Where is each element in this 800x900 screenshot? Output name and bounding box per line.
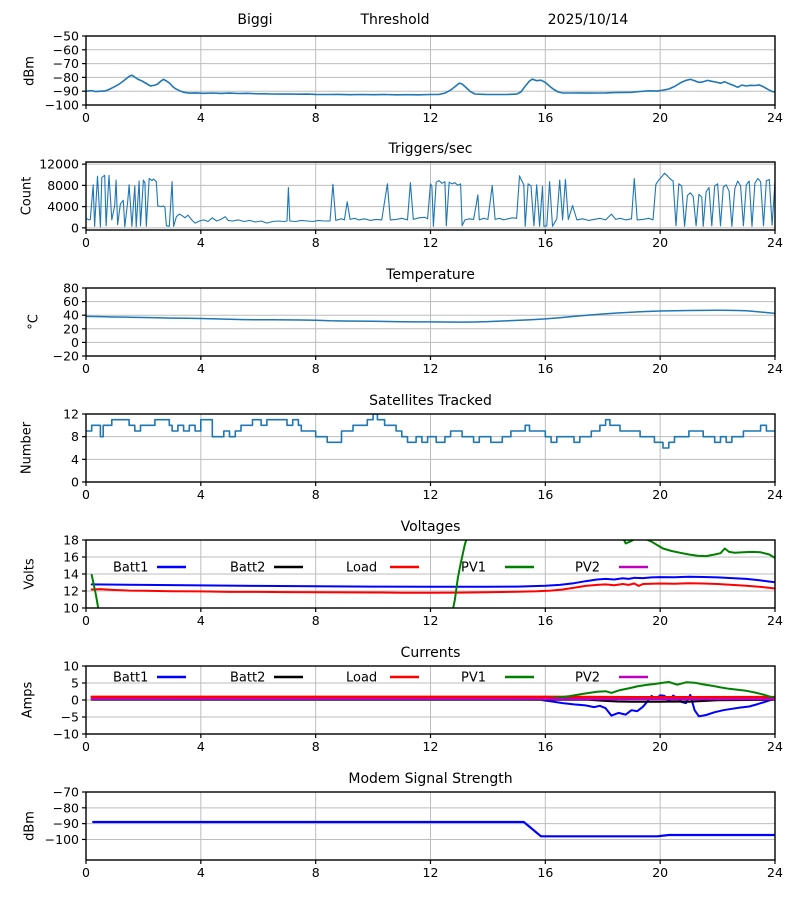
x-tick-label: 8 bbox=[311, 235, 320, 250]
panel-5 bbox=[53, 659, 783, 755]
series-line-modem-rssi bbox=[93, 822, 775, 836]
x-tick-label: 16 bbox=[537, 361, 554, 376]
x-tick-label: 0 bbox=[82, 865, 90, 880]
x-tick-label: 0 bbox=[82, 487, 90, 502]
y-tick-label: 8 bbox=[71, 429, 79, 445]
y-tick-label: 16 bbox=[63, 549, 79, 565]
x-tick-label: 20 bbox=[652, 613, 669, 628]
legend-label-batt1: Batt1 bbox=[113, 560, 149, 576]
header-mode-label: Threshold bbox=[360, 12, 430, 28]
y-tick-label: −90 bbox=[52, 816, 79, 832]
x-tick-label: 24 bbox=[767, 487, 783, 502]
panel-6 bbox=[45, 785, 783, 881]
y-tick-label: 4000 bbox=[47, 199, 79, 215]
y-tick-label: −60 bbox=[52, 42, 79, 58]
x-tick-label: 4 bbox=[196, 739, 205, 754]
legend-label-pv1: PV1 bbox=[461, 670, 487, 686]
x-tick-label: 20 bbox=[652, 110, 669, 125]
x-tick-label: 20 bbox=[652, 487, 669, 502]
y-tick-label: −5 bbox=[60, 709, 79, 725]
x-tick-label: 24 bbox=[767, 613, 783, 628]
ylabel-degc: °C bbox=[26, 314, 42, 330]
x-tick-label: 16 bbox=[537, 613, 554, 628]
y-tick-label: −70 bbox=[52, 784, 79, 800]
x-tick-label: 8 bbox=[311, 865, 320, 880]
x-tick-label: 0 bbox=[82, 110, 90, 125]
x-tick-label: 8 bbox=[311, 110, 320, 125]
x-tick-label: 12 bbox=[422, 739, 439, 754]
legend-label-pv1: PV1 bbox=[461, 560, 487, 576]
x-tick-label: 16 bbox=[537, 865, 554, 880]
y-tick-label: 8000 bbox=[47, 177, 79, 193]
x-tick-label: 12 bbox=[422, 865, 439, 880]
legend-label-batt2: Batt2 bbox=[230, 670, 266, 686]
series-group bbox=[93, 822, 775, 836]
y-tick-label: 14 bbox=[63, 566, 79, 582]
legend-label-load: Load bbox=[346, 670, 378, 686]
ylabel-volts: Volts bbox=[22, 558, 38, 590]
y-tick-label: 80 bbox=[63, 280, 79, 296]
series-line-batt1-volts bbox=[92, 577, 775, 587]
x-tick-label: 0 bbox=[82, 235, 90, 250]
x-tick-label: 0 bbox=[82, 613, 90, 628]
ylabel-amps: Amps bbox=[20, 681, 36, 719]
legend-label-batt2: Batt2 bbox=[230, 560, 266, 576]
header-station-name: Biggi bbox=[237, 12, 273, 28]
panel-title-triggers: Triggers/sec bbox=[388, 141, 473, 157]
series-group bbox=[92, 682, 775, 716]
legend-label-pv2: PV2 bbox=[575, 560, 601, 576]
x-tick-label: 0 bbox=[82, 739, 90, 754]
y-tick-label: 10 bbox=[63, 658, 79, 674]
x-tick-label: 24 bbox=[767, 361, 783, 376]
x-tick-label: 20 bbox=[652, 739, 669, 754]
x-tick-label: 4 bbox=[196, 487, 205, 502]
legend-label-load: Load bbox=[346, 560, 378, 576]
y-tick-label: 12000 bbox=[39, 156, 79, 172]
x-tick-label: 24 bbox=[767, 865, 783, 880]
panel-title-temperature: Temperature bbox=[386, 267, 475, 283]
x-tick-label: 4 bbox=[196, 235, 205, 250]
x-tick-label: 4 bbox=[196, 865, 205, 880]
panel-4 bbox=[63, 532, 783, 629]
x-tick-label: 24 bbox=[767, 235, 783, 250]
x-tick-label: 24 bbox=[767, 739, 783, 754]
y-tick-label: −80 bbox=[52, 800, 79, 816]
x-tick-label: 8 bbox=[311, 739, 320, 754]
x-tick-label: 12 bbox=[422, 487, 439, 502]
panel-0 bbox=[45, 29, 783, 126]
x-tick-label: 8 bbox=[311, 361, 320, 376]
ylabel-number: Number bbox=[19, 421, 35, 475]
panel-title-currents: Currents bbox=[400, 645, 461, 661]
x-tick-label: 12 bbox=[422, 110, 439, 125]
y-tick-label: 12 bbox=[63, 406, 79, 422]
y-tick-label: 18 bbox=[63, 532, 79, 548]
panel-2 bbox=[53, 281, 783, 377]
x-tick-label: 4 bbox=[196, 110, 205, 125]
ylabel-count: Count bbox=[19, 176, 35, 216]
y-tick-label: 0 bbox=[71, 474, 79, 490]
panel-title-modem: Modem Signal Strength bbox=[348, 771, 513, 787]
ylabel-rssi: dBm bbox=[22, 56, 38, 86]
panel-title-voltages: Voltages bbox=[400, 519, 461, 535]
y-tick-label: 0 bbox=[71, 220, 79, 236]
y-tick-label: −100 bbox=[44, 97, 79, 113]
x-tick-label: 16 bbox=[537, 110, 554, 125]
legend-label-pv2: PV2 bbox=[575, 670, 601, 686]
y-tick-label: 0 bbox=[71, 334, 79, 350]
x-tick-label: 4 bbox=[196, 361, 205, 376]
panel-1 bbox=[39, 157, 783, 250]
x-tick-label: 12 bbox=[422, 613, 439, 628]
x-tick-label: 24 bbox=[767, 110, 783, 125]
y-tick-label: −100 bbox=[44, 831, 79, 847]
legend-label-batt1: Batt1 bbox=[113, 670, 149, 686]
x-tick-label: 16 bbox=[537, 235, 554, 250]
x-tick-label: 12 bbox=[422, 361, 439, 376]
ylabel-modem-dbm: dBm bbox=[22, 811, 38, 841]
x-tick-label: 4 bbox=[196, 613, 205, 628]
x-tick-label: 8 bbox=[311, 487, 320, 502]
y-tick-label: 60 bbox=[63, 294, 79, 310]
x-tick-label: 20 bbox=[652, 865, 669, 880]
x-tick-label: 8 bbox=[311, 613, 320, 628]
panel-title-satellites: Satellites Tracked bbox=[369, 393, 492, 409]
x-tick-label: 0 bbox=[82, 361, 90, 376]
y-tick-label: −90 bbox=[52, 83, 79, 99]
x-tick-label: 16 bbox=[537, 487, 554, 502]
y-tick-label: 4 bbox=[71, 451, 79, 467]
x-tick-label: 12 bbox=[422, 235, 439, 250]
y-tick-label: 20 bbox=[63, 321, 79, 337]
y-tick-label: −80 bbox=[52, 69, 79, 85]
y-tick-label: 10 bbox=[63, 600, 79, 616]
header-date: 2025/10/14 bbox=[547, 12, 629, 28]
y-tick-label: −10 bbox=[52, 726, 79, 742]
x-tick-label: 20 bbox=[652, 235, 669, 250]
x-tick-label: 16 bbox=[537, 739, 554, 754]
y-tick-label: 0 bbox=[71, 692, 79, 708]
y-tick-label: −50 bbox=[52, 28, 79, 44]
x-tick-label: 20 bbox=[652, 361, 669, 376]
y-tick-label: −70 bbox=[52, 56, 79, 72]
y-tick-label: 5 bbox=[71, 675, 79, 691]
y-tick-label: 40 bbox=[63, 307, 79, 323]
y-tick-label: 12 bbox=[63, 583, 79, 599]
y-tick-label: −20 bbox=[52, 348, 79, 364]
panel-3 bbox=[63, 407, 783, 503]
